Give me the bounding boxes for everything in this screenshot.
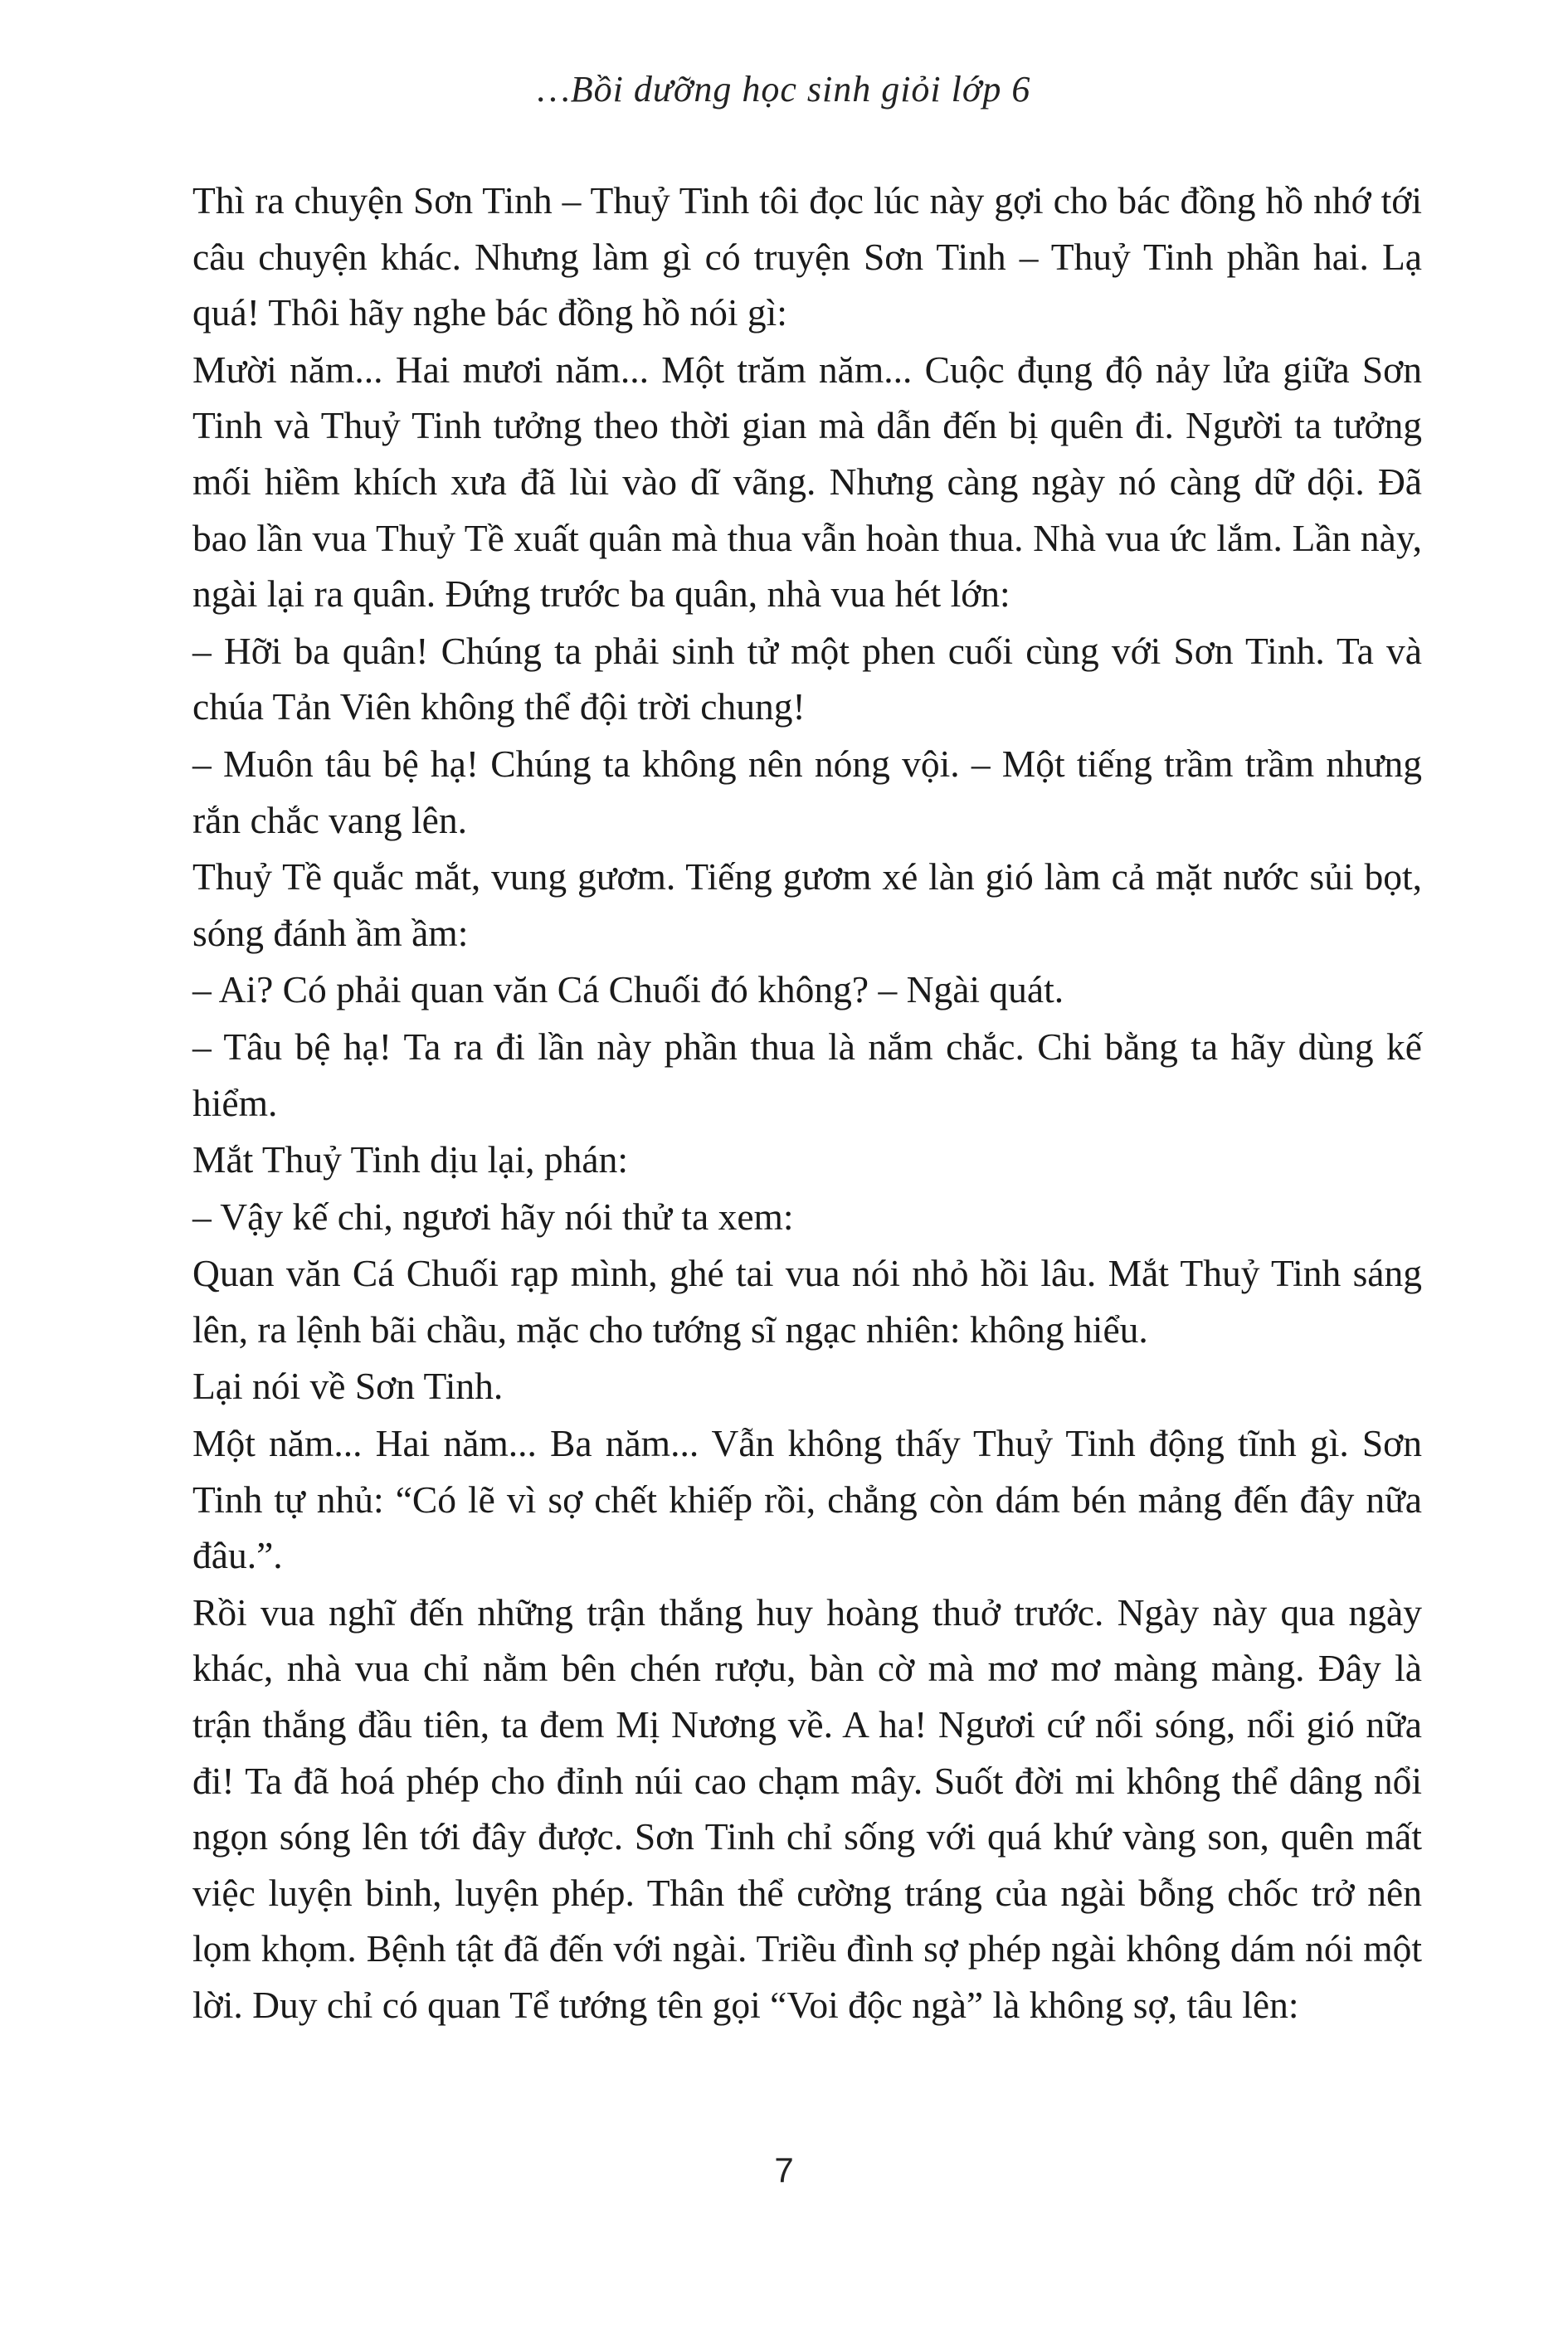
- paragraph-10: Quan văn Cá Chuối rạp mình, ghé tai vua nói nhỏ hồi lâu. Mắt Thuỷ Tinh sáng lên, ra lệnh bãi chầu, mặc cho tướng sĩ ngạc nhiên: không hiểu.: [192, 1252, 1422, 1351]
- page-number: 7: [774, 2150, 794, 2189]
- paragraph-4: – Muôn tâu bệ hạ! Chúng ta không nên nóng vội. – Một tiếng trầm trầm nhưng rắn chắc vang lên.: [192, 742, 1422, 841]
- paragraph-11: Lại nói về Sơn Tinh.: [192, 1365, 504, 1408]
- paragraph-2: Mười năm... Hai mươi năm... Một trăm năm... Cuộc đụng độ nảy lửa giữa Sơn Tinh và Thuỷ Tinh tưởng theo thời gian mà dẫn đến bị quên đi. Người ta tưởng mối hiềm khích xưa đã lùi vào dĩ vãng. Nhưng càng ngày nó càng dữ dội. Đã bao lần vua Thuỷ Tề xuất quân mà thua vẫn hoàn thua. Nhà vua ức lắm. Lần này, ngài lại ra quân. Đứng trước ba quân, nhà vua hét lớn:: [192, 348, 1422, 616]
- paragraph-12: Một năm... Hai năm... Ba năm... Vẫn không thấy Thuỷ Tinh động tĩnh gì. Sơn Tinh tự nhủ: “Có lẽ vì sợ chết khiếp rồi, chẳng còn dám bén mảng đến đây nữa đâu.”.: [192, 1422, 1422, 1577]
- paragraph-9: – Vậy kế chi, ngươi hãy nói thử ta xem:: [192, 1195, 794, 1238]
- paragraph-8: Mắt Thuỷ Tinh dịu lại, phán:: [192, 1138, 628, 1181]
- body-text: [192, 173, 1422, 2034]
- paragraph-3: – Hỡi ba quân! Chúng ta phải sinh tử một phen cuối cùng với Sơn Tinh. Ta và chúa Tản Viên không thể đội trời chung!: [192, 629, 1422, 728]
- paragraph-5: Thuỷ Tề quắc mắt, vung gươm. Tiếng gươm xé làn gió làm cả mặt nước sủi bọt, sóng đánh ầm ầm:: [192, 855, 1422, 954]
- paragraph-6: – Ai? Có phải quan văn Cá Chuối đó không? – Ngài quát.: [192, 968, 1064, 1011]
- paragraph-7: – Tâu bệ hạ! Ta ra đi lần này phần thua là nắm chắc. Chi bằng ta hãy dùng kế hiểm.: [192, 1025, 1422, 1124]
- paragraph-13: Rồi vua nghĩ đến những trận thắng huy hoàng thuở trước. Ngày này qua ngày khác, nhà vua chỉ nằm bên chén rượu, bàn cờ mà mơ mơ màng màng. Đây là trận thắng đầu tiên, ta đem Mị Nương về. A ha! Ngươi cứ nổi sóng, nổi gió nữa đi! Ta đã hoá phép cho đỉnh núi cao chạm mây. Suốt đời mi không thể dâng nổi ngọn sóng lên tới đây được. Sơn Tinh chỉ sống với quá khứ vàng son, quên mất việc luyện binh, luyện phép. Thân thể cường tráng của ngài bỗng chốc trở nên lọm khọm. Bệnh tật đã đến với ngài. Triều đình sợ phép ngài không dám nói một lời. Duy chỉ có quan Tể tướng tên gọi “Voi độc ngà” là không sợ, tâu lên:: [192, 1590, 1422, 2026]
- running-header: …Bồi dưỡng học sinh giỏi lớp 6: [537, 69, 1031, 110]
- paragraph-1: Thì ra chuyện Sơn Tinh – Thuỷ Tinh tôi đọc lúc này gợi cho bác đồng hồ nhớ tới câu chuyện khác. Nhưng làm gì có truyện Sơn Tinh – Thuỷ Tinh phần hai. Lạ quá! Thôi hãy nghe bác đồng hồ nói gì:: [192, 179, 1422, 334]
